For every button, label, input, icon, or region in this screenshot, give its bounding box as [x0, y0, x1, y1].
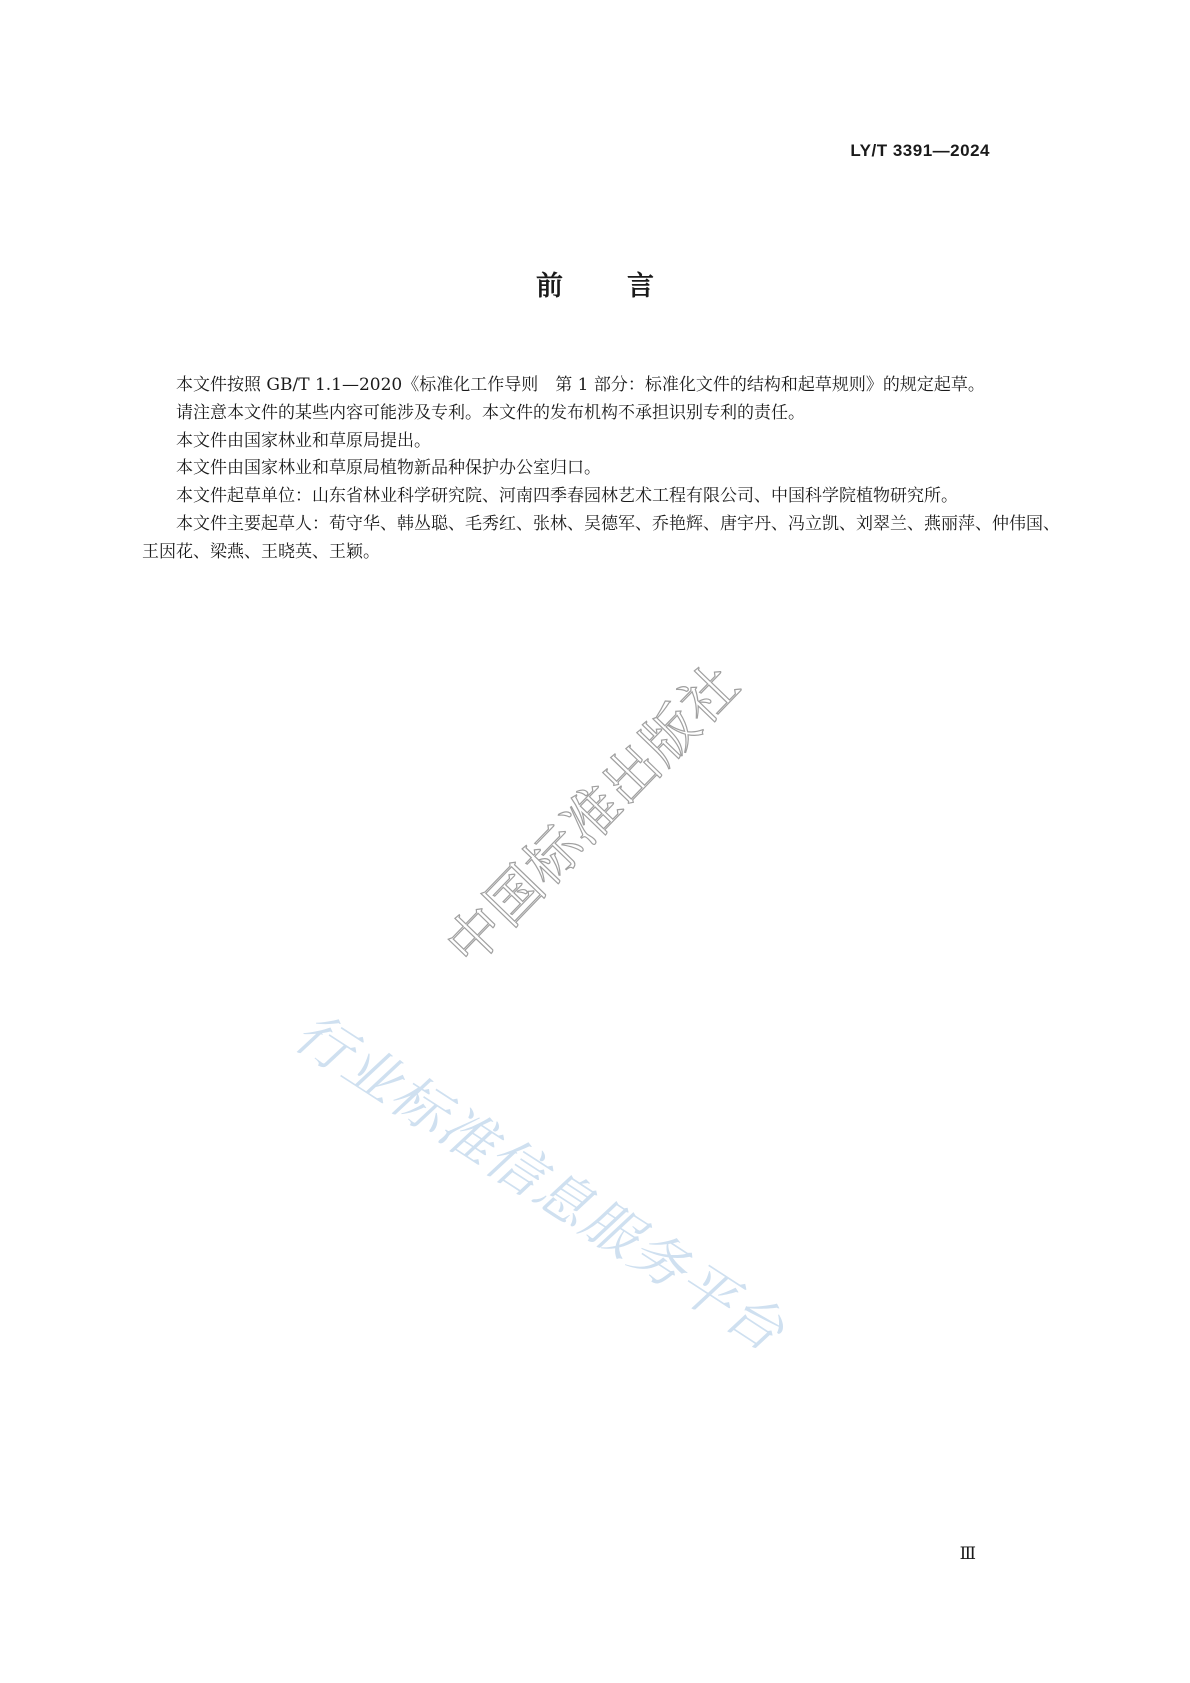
paragraph-drafting-rules: 本文件按照 GB/T 1.1—2020《标准化工作导则 第 1 部分：标准化文件的结构和起草规则》的规定起草。 [176, 375, 985, 395]
paragraph-proposer: 本文件由国家林业和草原局提出。 [176, 430, 431, 451]
standard-code: LY/T 3391—2024 [850, 141, 990, 160]
publisher-watermark: 中国标准出版社 [433, 651, 752, 978]
foreword-body [142, 372, 1060, 567]
platform-watermark: 行业标准信息服务平台 [283, 1000, 797, 1365]
page-title: 前言 [536, 271, 718, 302]
paragraph-drafters: 本文件主要起草人：荀守华、韩丛聪、毛秀红、张林、吴德军、乔艳辉、唐宇丹、冯立凯、刘翠兰、燕丽萍、仲伟国、王因花、梁燕、王晓英、王颖。 [142, 513, 1060, 562]
paragraph-patent-notice: 请注意本文件的某些内容可能涉及专利。本文件的发布机构不承担识别专利的责任。 [176, 402, 805, 423]
paragraph-drafting-units: 本文件起草单位：山东省林业科学研究院、河南四季春园林艺术工程有限公司、中国科学院植物研究所。 [176, 486, 958, 507]
paragraph-responsible-office: 本文件由国家林业和草原局植物新品种保护办公室归口。 [176, 458, 601, 479]
page-number: Ⅲ [959, 1544, 976, 1564]
